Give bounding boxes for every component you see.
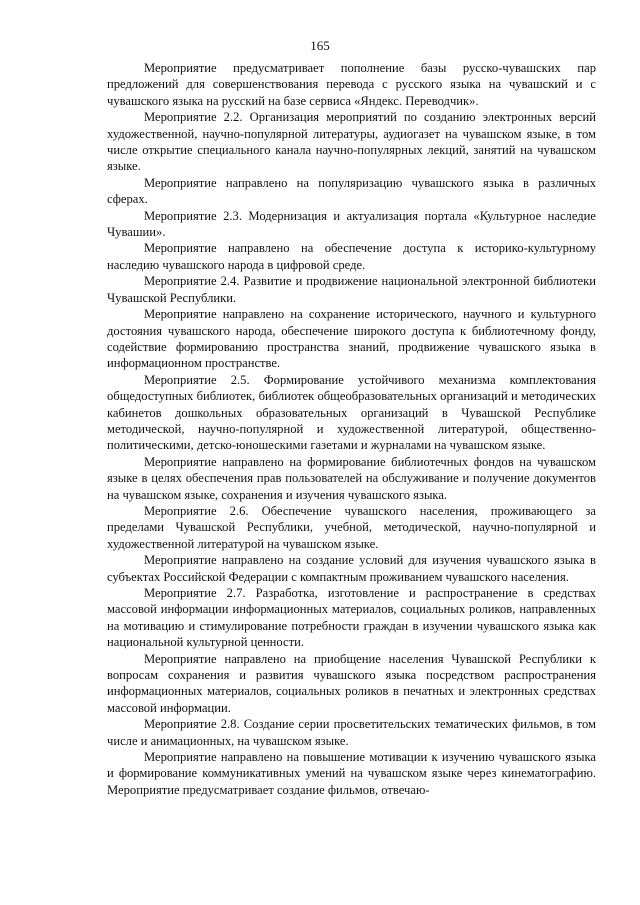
paragraph-3: Мероприятие направлено на популяризацию чувашского языка в различных сферах. — [107, 175, 596, 207]
paragraph-2: Мероприятие 2.2. Организация мероприятий по созданию электронных версий художественной, научно-популярной литературы, аудиогазет на чувашском языке, в том числе открытие специального канала научно-популярных лекций, занятий на чувашском языке. — [107, 110, 596, 174]
paragraph-1: Мероприятие предусматривает пополнение базы русско-чувашских пар предложений для совершенствования перевода с русского языка на чувашский и с чувашского языка на русский на базе сервиса «Яндекс. Переводчик». — [107, 61, 596, 108]
paragraph-13: Мероприятие направлено на приобщение населения Чувашской Республики к вопросам сохранения и развития чувашского языка посредством распространения информационных материалов, социальных роликов в печатных и электронных средствах массовой информации. — [107, 651, 596, 715]
paragraph-8: Мероприятие 2.5. Формирование устойчивого механизма комплектования общедоступных библиотек, библиотек общеобразовательных организаций и методических кабинетов дошкольных образовательных организаций в Чувашской Республике методической, научно-популярной и художественной литературой, общественно-политическими, детско-юношескими газетами и журналами на чувашском языке. — [107, 372, 596, 453]
paragraph-12: Мероприятие 2.7. Разработка, изготовление и распространение в средствах массовой информации информационных материалов, социальных роликов, направленных на мотивацию и стимулирование потребности граждан в изучении чувашского языка как национальной культурной ценности. — [107, 586, 596, 650]
paragraph-5: Мероприятие направлено на обеспечение доступа к историко-культурному наследию чувашского народа в цифровой среде. — [107, 241, 596, 272]
paragraph-10: Мероприятие 2.6. Обеспечение чувашского населения, проживающего за пределами Чувашской Республики, учебной, методической, научно-популярной и художественной литературой на чувашском языке. — [107, 503, 596, 551]
paragraph-7: Мероприятие направлено на сохранение исторического, научного и культурного достояния чувашского народа, обеспечение широкого доступа к библиотечному фонду, содействие формированию пространства знаний, продвижение чувашского языка в информационном пространстве. — [107, 307, 596, 371]
paragraph-14: Мероприятие 2.8. Создание серии просветительских тематических фильмов, в том числе и анимационных, на чувашском языке. — [107, 717, 596, 748]
paragraph-4: Мероприятие 2.3. Модернизация и актуализация портала «Культурное наследие Чувашии». — [107, 208, 596, 240]
paragraph-15: Мероприятие направлено на повышение мотивации к изучению чувашского языка и формирование коммуникативных умений на чувашском языке через кинематографию. Мероприятие предусматривает создание фильмов, отвечаю- — [107, 750, 596, 797]
page-number: 165 — [310, 38, 330, 53]
body-text — [107, 60, 596, 798]
paragraph-11: Мероприятие направлено на создание условий для изучения чувашского языка в субъектах Российской Федерации с компактным проживанием чувашского населения. — [107, 553, 596, 584]
paragraph-6: Мероприятие 2.4. Развитие и продвижение национальной электронной библиотеки Чувашской Республики. — [107, 274, 596, 305]
paragraph-9: Мероприятие направлено на формирование библиотечных фондов на чувашском языке в целях обеспечения прав пользователей на обслуживание и получение документов на чувашском языке, сохранения и изучения чувашского языка. — [107, 454, 596, 502]
